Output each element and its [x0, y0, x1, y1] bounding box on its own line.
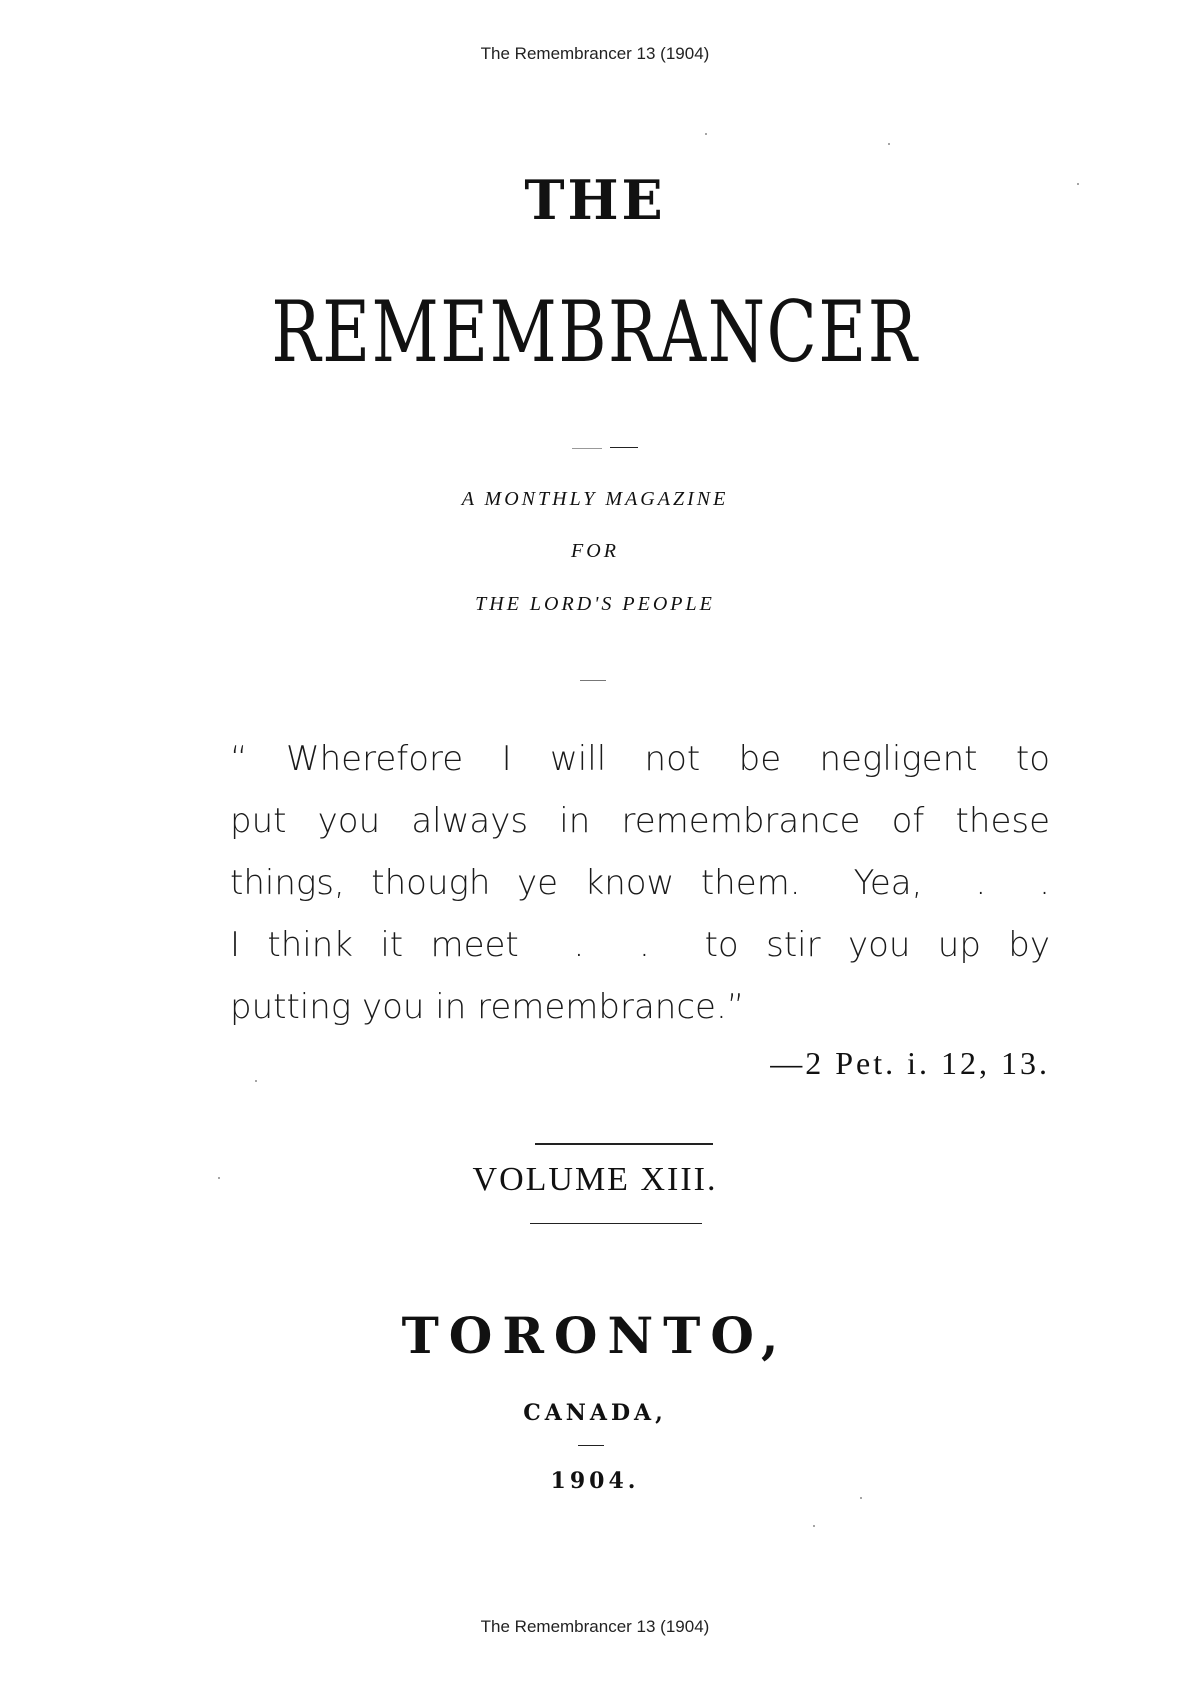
imprint-city: TORONTO,	[401, 1306, 789, 1365]
divider-small	[578, 1445, 604, 1446]
subtitle-line-2: FOR	[571, 540, 619, 562]
epigraph-line: “ Wherefore I will not be negligent to	[230, 739, 1050, 779]
magazine-title: REMEMBRANCER	[271, 283, 919, 381]
epigraph-line: putting you in remembrance.”	[230, 987, 745, 1027]
epigraph-line: I think it meet . . to stir you up by	[230, 925, 1050, 965]
paper-speck	[860, 1497, 862, 1499]
title-article: THE	[524, 168, 666, 232]
scripture-citation: —2 Pet. i. 12, 13.	[770, 1045, 1050, 1081]
divider-below-volume	[530, 1223, 702, 1224]
subtitle-line-3: THE LORD'S PEOPLE	[475, 593, 715, 615]
epigraph-line: put you always in remembrance of these	[230, 801, 1050, 841]
imprint-year: 1904.	[550, 1468, 640, 1494]
imprint-country: CANADA,	[523, 1400, 667, 1426]
ornamental-rule-middle	[580, 680, 606, 681]
paper-speck	[255, 1080, 257, 1082]
running-header: The Remembrancer 13 (1904)	[480, 44, 710, 63]
divider-above-volume	[535, 1143, 713, 1145]
subtitle-line-1: A MONTHLY MAGAZINE	[461, 488, 729, 510]
paper-speck	[1077, 183, 1079, 185]
epigraph-line: things, though ye know them. Yea, . .	[230, 863, 1050, 903]
ornamental-rule-top	[572, 448, 602, 449]
paper-speck	[705, 133, 707, 135]
epigraph-quote	[230, 728, 1050, 1038]
running-footer: The Remembrancer 13 (1904)	[480, 1617, 710, 1636]
paper-speck	[888, 143, 890, 145]
paper-speck	[218, 1177, 220, 1179]
paper-speck	[813, 1525, 815, 1527]
ornamental-rule-top-right	[610, 447, 638, 448]
volume-number: VOLUME XIII.	[472, 1161, 718, 1198]
